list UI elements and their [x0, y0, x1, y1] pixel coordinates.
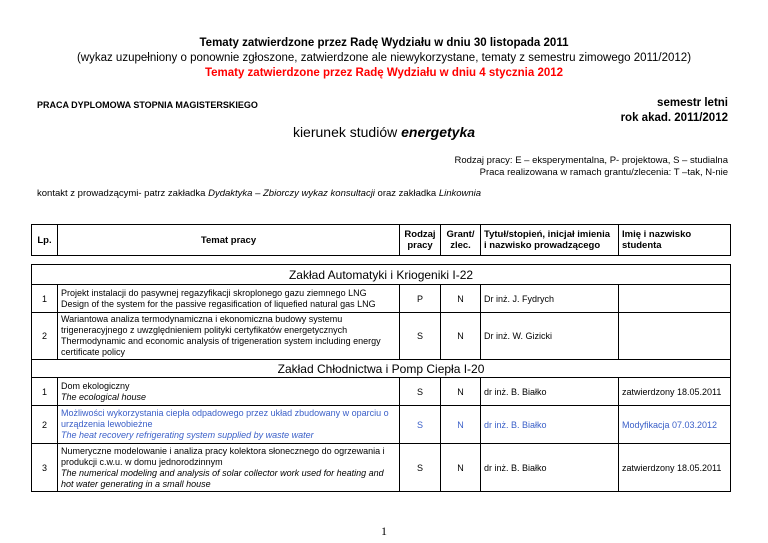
row-type: S — [400, 444, 441, 492]
table-row — [32, 285, 731, 313]
semester-line-2: rok akad. 2011/2012 — [620, 112, 728, 124]
col-header-topic: Temat pracy — [58, 225, 400, 256]
table-row — [32, 444, 731, 492]
contact-link-dydaktyka[interactable]: Dydaktyka – Zbiorczy wykaz konsultacji — [208, 188, 375, 199]
col-header-lp: Lp. — [32, 225, 58, 256]
topic-en: The numerical modeling and analysis of solar collector work used for heating and hot water generating in a small house — [61, 467, 384, 489]
row-lp: 2 — [32, 406, 58, 444]
contact-link-linkownia[interactable]: Linkownia — [438, 188, 482, 199]
row-student: zatwierdzony 18.05.2011 — [619, 378, 731, 406]
legend-line-1: Rodzaj pracy: E – eksperymentalna, P- projektowa, S – studialna — [454, 155, 728, 166]
row-topic — [58, 406, 400, 444]
header-line-3: Tematy zatwierdzone przez Radę Wydziału w dniu 4 stycznia 2012 — [204, 67, 564, 79]
row-lp: 2 — [32, 313, 58, 360]
row-supervisor: dr inż. B. Białko — [481, 378, 619, 406]
row-type: S — [400, 378, 441, 406]
row-topic — [58, 313, 400, 360]
semester-line-1: semestr letni — [657, 97, 728, 109]
topic-pl: Projekt instalacji do pasywnej regazyfikacji skroplonego gazu ziemnego LNG — [61, 287, 367, 298]
row-type: P — [400, 285, 441, 313]
row-type: S — [400, 406, 441, 444]
row-supervisor: Dr inż. W. Gizicki — [481, 313, 619, 360]
row-student — [619, 285, 731, 313]
table-row — [32, 406, 731, 444]
row-student — [619, 313, 731, 360]
row-topic — [58, 378, 400, 406]
header-table — [31, 224, 731, 256]
row-grant: N — [441, 406, 481, 444]
legend-line-2: Praca realizowana w ramach grantu/zlecenia: T –tak, N-nie — [479, 167, 728, 178]
row-grant: N — [441, 378, 481, 406]
row-supervisor: dr inż. B. Białko — [481, 444, 619, 492]
row-student: zatwierdzony 18.05.2011 — [619, 444, 731, 492]
row-topic — [58, 285, 400, 313]
contact-text-2: oraz zakładka — [374, 188, 439, 199]
topic-en: The heat recovery refrigerating system supplied by waste water — [61, 430, 314, 440]
degree-title: PRACA DYPLOMOWA STOPNIA MAGISTERSKIEGO — [37, 100, 258, 110]
col-header-grant: Grant/ zlec. — [441, 225, 481, 256]
topics-table — [31, 264, 731, 492]
legend — [454, 155, 728, 179]
document-header — [0, 36, 768, 81]
row-lp: 3 — [32, 444, 58, 492]
field-of-study — [0, 124, 768, 140]
col-header-student: Imię i nazwisko studenta — [619, 225, 731, 256]
field-prefix: kierunek studiów — [292, 124, 402, 140]
row-supervisor: dr inż. B. Białko — [481, 406, 619, 444]
section-title-chlodnictwa: Zakład Chłodnictwa i Pomp Ciepła I-20 — [32, 360, 731, 378]
table-row — [32, 313, 731, 360]
section-title-automatyki: Zakład Automatyki i Kriogeniki I-22 — [32, 265, 731, 285]
field-name: energetyka — [401, 124, 476, 140]
row-student: Modyfikacja 07.03.2012 — [619, 406, 731, 444]
row-type: S — [400, 313, 441, 360]
topic-en: The ecological house — [61, 391, 147, 402]
row-grant: N — [441, 444, 481, 492]
header-line-2: (wykaz uzupełniony o ponownie zgłoszone, zatwierdzone ale niewykorzystane, tematy z semestru zimowego 2011/2012) — [76, 52, 692, 64]
topic-en: Design of the system for the passive regasification of liquefied natural gas LNG — [61, 298, 376, 309]
col-header-type: Rodzaj pracy — [400, 225, 441, 256]
table-row — [32, 378, 731, 406]
topic-pl: Dom ekologiczny — [61, 380, 130, 391]
row-grant: N — [441, 285, 481, 313]
row-supervisor: Dr inż. J. Fydrych — [481, 285, 619, 313]
topic-pl: Możliwości wykorzystania ciepła odpadowego przez układ zbudowany w oparciu o urządzenia lewobieżne — [61, 408, 389, 429]
row-topic — [58, 444, 400, 492]
topic-pl: Wariantowa analiza termodynamiczna i ekonomiczna budowy systemu trigeneracyjnego z uwzględnieniem polityki certyfikatów energetycznych — [61, 314, 348, 335]
contact-text-1: kontakt z prowadzącymi- patrz zakładka — [37, 188, 209, 199]
page-number: 1 — [381, 524, 387, 538]
topic-pl: Numeryczne modelowanie i analiza pracy kolektora słonecznego do ogrzewania i produkcji c.w.u. w domu jednorodzinnym — [61, 445, 385, 467]
header-line-1: Tematy zatwierdzone przez Radę Wydziału w dniu 30 listopada 2011 — [199, 37, 569, 49]
row-lp: 1 — [32, 378, 58, 406]
contact-note — [37, 188, 481, 199]
semester-info — [621, 96, 728, 126]
row-grant: N — [441, 313, 481, 360]
col-header-supervisor: Tytuł/stopień, inicjał imienia i nazwisko prowadzącego — [481, 225, 619, 256]
topic-en: Thermodynamic and economic analysis of trigeneration system including energy certificate policy — [61, 336, 381, 357]
row-lp: 1 — [32, 285, 58, 313]
